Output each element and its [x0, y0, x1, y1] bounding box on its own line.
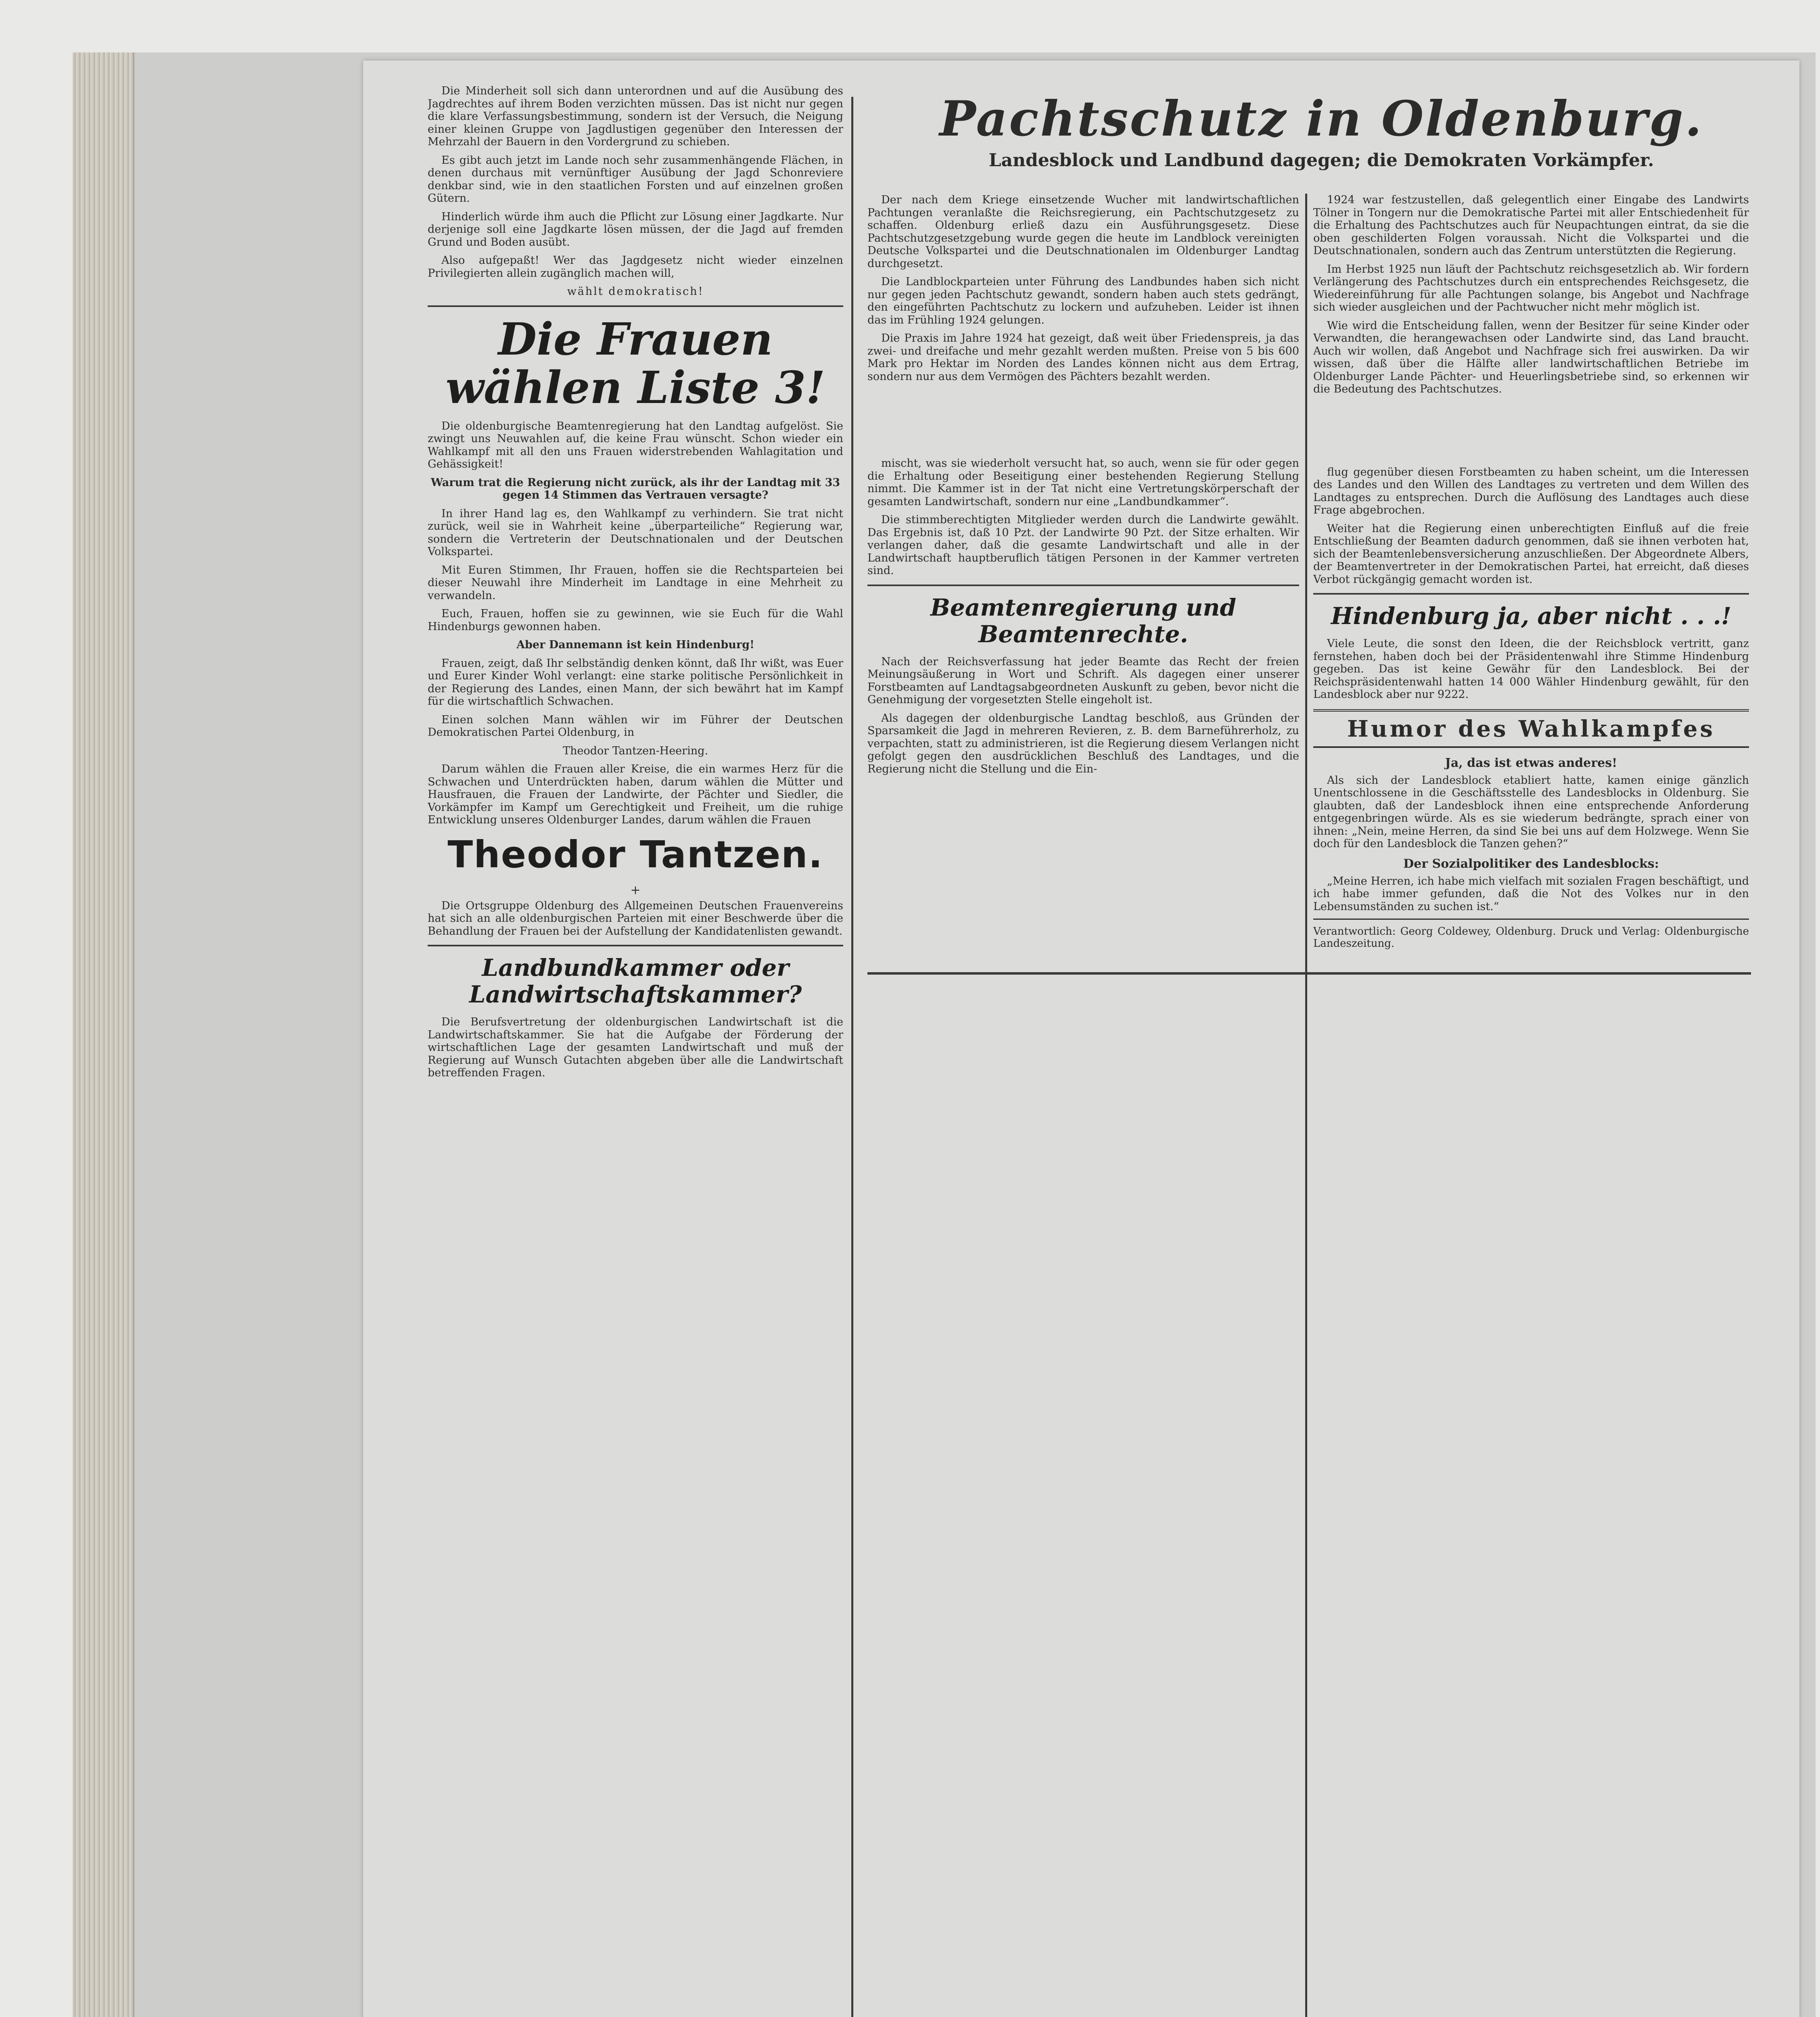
humor-p2: „Meine Herren, ich habe mich vielfach mit sozialen Fragen beschäftigt, und ich habe immer gefunden, daß die Not des Volkes nur in den Lebensumständen zu suchen ist.“	[1313, 875, 1749, 913]
pacht-p3: Die Praxis im Jahre 1924 hat gezeigt, daß weit über Friedenspreis, ja das zwei- und dreifache und mehr gezahlt werden mußten. Preise von 5 bis 600 Mark pro Hektar im Norden des Landes können nicht aus dem Ertrag, sondern nur aus dem Vermögen des Pächters bezahlt werden.	[867, 332, 1299, 383]
frauen-p5: Euch, Frauen, hoffen sie zu gewinnen, wie sie Euch für die Wahl Hindenburgs gewonnen haben.	[428, 608, 843, 633]
landbund-p1: Die Berufsvertretung der oldenburgischen Landwirtschaft ist die Landwirtschaftskammer. Sie hat die Aufgabe der Förderung der wirtschaftlichen Lage der gesamten Landwirtschaft und muß der Regierung auf Wunsch Gutachten abgeben über alle die Landwirtschaft betreffenden Fragen.	[428, 1016, 843, 1079]
main-headline-block	[867, 90, 1775, 172]
frauen-p10: Darum wählen die Frauen aller Kreise, die ein warmes Herz für die Schwachen und Unterdrückten haben, darum wählen die Mütter und Hausfrauen, die Frauen der Landwirte, der Pächter und Siedler, die Vorkämpfer im Kampf um Gerechtigkeit und Freiheit, um die ruhige Entwicklung unseres Oldenburger Landes, darum wählen die Frauen	[428, 763, 843, 826]
frauen-p7: Frauen, zeigt, daß Ihr selbständig denken könnt, daß Ihr wißt, was Euer und Eurer Kinder Wohl verlangt: eine starke politische Persönlichkeit in der Regierung des Landes, einen Mann, der sich bewährt hat im Kampf für die wirtschaftlich Schwachen.	[428, 657, 843, 708]
frauen-headline: Die Frauen wählen Liste 3!	[445, 313, 825, 413]
pacht-p6: Wie wird die Entscheidung fallen, wenn der Besitzer für seine Kinder oder Verwandten, die herangewachsen oder Landwirte sind, das Land braucht. Auch wir wollen, daß Angebot und Nachfrage sich frei auswirken. Da wir wissen, daß über die Hälfte aller landwirtschaftlichen Betriebe im Oldenburger Lande Pächter- und Heuerlingsbetriebe sind, so erkennen wir die Bedeutung des Pachtschutzes.	[1313, 319, 1749, 395]
humor-headline: Humor des Wahlkampfes	[1313, 709, 1749, 748]
humor-question: Ja, das ist etwas anderes!	[1445, 756, 1617, 770]
frauen-p3: In ihrer Hand lag es, den Wahlkampf zu verhindern. Sie trat nicht zurück, weil sie in Wahrheit keine „überparteiliche“ Regierung war, sondern die Vertreterin der Deutschnationalen und der Deutschen Volkspartei.	[428, 507, 843, 558]
article-jagd-p3: Hinderlich würde ihm auch die Pflicht zur Lösung einer Jagdkarte. Nur derjenige soll eine Jagdkarte lösen müssen, der die Jagd auf fremden Grund und Boden ausübt.	[428, 210, 843, 248]
hindenburg-p1: Viele Leute, die sonst den Ideen, die der Reichsblock vertritt, ganz fernstehen, haben doch bei der Präsidentenwahl ihre Stimme Hindenburg gegeben. Das ist keine Gewähr für den Landesblock. Bei der Reichspräsidentenwahl hatten 14 000 Wähler Hindenburg gewählt, für den Landesblock aber nur 9222.	[1313, 637, 1749, 701]
newspaper-page	[363, 61, 1799, 2017]
article-jagd-p1: Die Minderheit soll sich dann unterordnen und auf die Ausübung des Jagdrechtes auf ihrem Boden verzichten müssen. Das ist nicht nur gegen die klare Verfassungsbestimmung, sondern ist der Versuch, die Neigung einer kleinen Gruppe von Jagdlustigen gegenüber den Interessen der Mehrzahl der Bauern in den Vordergrund zu schieben.	[428, 85, 843, 148]
landbund-headline: Landbundkammer oder Landwirtschaftskammer?	[469, 954, 802, 1008]
divider	[867, 585, 1299, 586]
column-rule	[1305, 194, 1307, 2017]
column-middle	[867, 194, 1299, 2017]
divider	[428, 305, 843, 307]
pacht-p4: 1924 war festzustellen, daß gelegentlich einer Eingabe des Landwirts Tölner in Tongern nur die Demokratische Partei mit aller Entschiedenheit für die Erhaltung des Pachtschutzes auch für Neupachtungen eintrat, da sie die oben geschilderten Folgen voraussah. Nicht die Volkspartei und die Deutschnationalen, sondern auch das Zentrum unterstützten die Regierung.	[1313, 194, 1749, 257]
frauenverein-p: Die Ortsgruppe Oldenburg des Allgemeinen Deutschen Frauenvereins hat sich an alle oldenburgischen Parteien mit einer Beschwerde über die Behandlung der Frauen bei der Aufstellung der Kandidatenlisten gewandt.	[428, 899, 843, 938]
beamten-headline: Beamtenregierung und Beamtenrechte.	[930, 593, 1237, 648]
beamten-p2: Als dagegen der oldenburgische Landtag beschloß, aus Gründen der Sparsamkeit die Jagd in mehreren Revieren, z. B. dem Barneführerholz, zu verpachten, statt zu administrieren, ist die Regierung diesem Verlangen nicht gefolgt gegen den ausdrücklichen Beschluß des Landtages, und die Regierung nicht die Stellung und die Ein-	[867, 712, 1299, 775]
forst-p2: Weiter hat die Regierung einen unberechtigten Einfluß auf die freie Entschließung der Beamten dadurch genommen, daß sie ihnen verboten hat, sich der Beamtenlebensversicherung anzuschließen. Der Abgeordnete Albers, der Beamtenvertreter in der Demokratischen Partei, hat erreicht, daß dieses Verbot rückgängig gemacht worden ist.	[1313, 522, 1749, 586]
column-right	[1313, 194, 1749, 2017]
frauen-p6: Aber Dannemann ist kein Hindenburg!	[516, 639, 754, 651]
frauen-p4: Mit Euren Stimmen, Ihr Frauen, hoffen sie die Rechtsparteien bei dieser Neuwahl ihre Minderheit im Landtage in eine Mehrheit zu verwandeln.	[428, 564, 843, 602]
frauen-p2: Warum trat die Regierung nicht zurück, als ihr der Landtag mit 33 gegen 14 Stimmen das Vertrauen versagte?	[430, 476, 840, 501]
divider	[428, 945, 843, 946]
hindenburg-headline: Hindenburg ja, aber nicht . . .!	[1331, 602, 1732, 630]
article-jagd-signoff: wählt demokratisch!	[567, 285, 704, 298]
pacht-p5: Im Herbst 1925 nun läuft der Pachtschutz reichsgesetzlich ab. Wir fordern Verlängerung des Pachtschutzes durch ein entsprechendes Reichsgesetz, die Wiedereinführung für alle Pachtungen solange, bis Angebot und Nachfrage sich wieder ausgleichen und der Pachtwucher nicht mehr möglich ist.	[1313, 263, 1749, 313]
frauen-p1: Die oldenburgische Beamtenregierung hat den Landtag aufgelöst. Sie zwingt uns Neuwahlen auf, die keine Frau wünscht. Schon wieder ein Wahlkampf mit all den uns Frauen widerstrebenden Wahlagitation und Gehässigkeit!	[428, 420, 843, 470]
sozialpolitiker-head: Der Sozialpolitiker des Landesblocks:	[1403, 856, 1659, 871]
column-rule	[851, 97, 853, 2017]
article-end-rule	[867, 972, 1751, 975]
divider	[1313, 593, 1749, 595]
main-subheadline: Landesblock und Landbund dagegen; die Demokraten Vorkämpfer.	[988, 150, 1654, 171]
pacht-p2: Die Landblockparteien unter Führung des Landbundes haben sich nicht nur gegen jeden Pachtschutz gewandt, sondern haben auch stets gedrängt, den eingeführten Pachtschutz zu lockern und aufzuheben. Leider ist ihnen das im Frühling 1924 gelungen.	[867, 276, 1299, 326]
beamten-p1: Nach der Reichsverfassung hat jeder Beamte das Recht der freien Meinungsäußerung in Wort und Schrift. Als dagegen einer unserer Forstbeamten auf Landtagsabgeordneten Auskunft zu geben, bevor nicht die Genehmigung der vorgesetzten Stelle eingeholt ist.	[867, 655, 1299, 706]
humor-p1: Als sich der Landesblock etabliert hatte, kamen einige gänzlich Unentschlossene in die Geschäftsstelle des Landesblocks in Oldenburg. Sie glaubten, daß der Landesblock ihnen eine entsprechende Anforderung entgegenbringen würde. Als es sie wiederum bedrängte, sprach einer von ihnen: „Nein, meine Herren, da sind Sie bei uns auf dem Holzwege. Wenn Sie doch für den Landesblock die Tanzen gehen?“	[1313, 774, 1749, 850]
forst-p1: flug gegenüber diesen Forstbeamten zu haben scheint, um die Interessen des Landes und den Willen des Landtages zu vertreten und dem Willen des Landtages zu entsprechen. Durch die Auflösung des Landtages auch diese Frage abgebrochen.	[1313, 466, 1749, 516]
pacht-p1: Der nach dem Kriege einsetzende Wucher mit landwirtschaftlichen Pachtungen veranlaßte die Reichsregierung, ein Pachtschutzgesetz zu schaffen. Oldenburg erließ dazu ein Ausführungsgesetz. Diese Pachtschutzgesetzgebung wurde gegen die heute im Landblock vereinigten Deutsche Volkspartei und die Deutschnationalen im Oldenburger Landtag durchgesetzt.	[867, 194, 1299, 270]
article-jagd-p4: Also aufgepaßt! Wer das Jagdgesetz nicht wieder einzelnen Privilegierten allein zugänglich machen will,	[428, 254, 843, 280]
imprint: Verantwortlich: Georg Coldewey, Oldenburg. Druck und Verlag: Oldenburgische Landeszeitung.	[1313, 919, 1749, 950]
main-headline: Pachtschutz in Oldenburg.	[939, 90, 1703, 147]
kammer-p1: mischt, was sie wiederholt versucht hat, so auch, wenn sie für oder gegen die Erhaltung oder Beseitigung einer bestehenden Regierung Stellung nimmt. Die Kammer ist in der Tat nicht eine Vertretungskörperschaft der gesamten Landwirtschaft, sondern nur eine „Landbundkammer“.	[867, 457, 1299, 508]
frauen-p9: Theodor Tantzen-Heering.	[563, 744, 708, 757]
book-page-edges	[73, 52, 134, 2017]
separator-mark: +	[630, 883, 641, 897]
article-jagd-p2: Es gibt auch jetzt im Lande noch sehr zusammenhängende Flächen, in denen durchaus mit vernünftiger Ausübung der Jagd Schonreviere denkbar sind, wie in den staatlichen Forsten und auf einzelnen großen Gütern.	[428, 154, 843, 205]
column-left	[428, 85, 843, 2017]
tantzen-headline: Theodor Tantzen.	[447, 833, 823, 876]
kammer-p2: Die stimmberechtigten Mitglieder werden durch die Landwirte gewählt. Das Ergebnis ist, daß 10 Pzt. der Landwirte 90 Pzt. der Sitze erhalten. Wir verlangen daher, daß die gesamte Landwirtschaft und alle in der Landwirtschaft hauptberuflich tätigen Personen in der Kammer vertreten sind.	[867, 514, 1299, 577]
frauen-p8: Einen solchen Mann wählen wir im Führer der Deutschen Demokratischen Partei Oldenburg, in	[428, 713, 843, 739]
